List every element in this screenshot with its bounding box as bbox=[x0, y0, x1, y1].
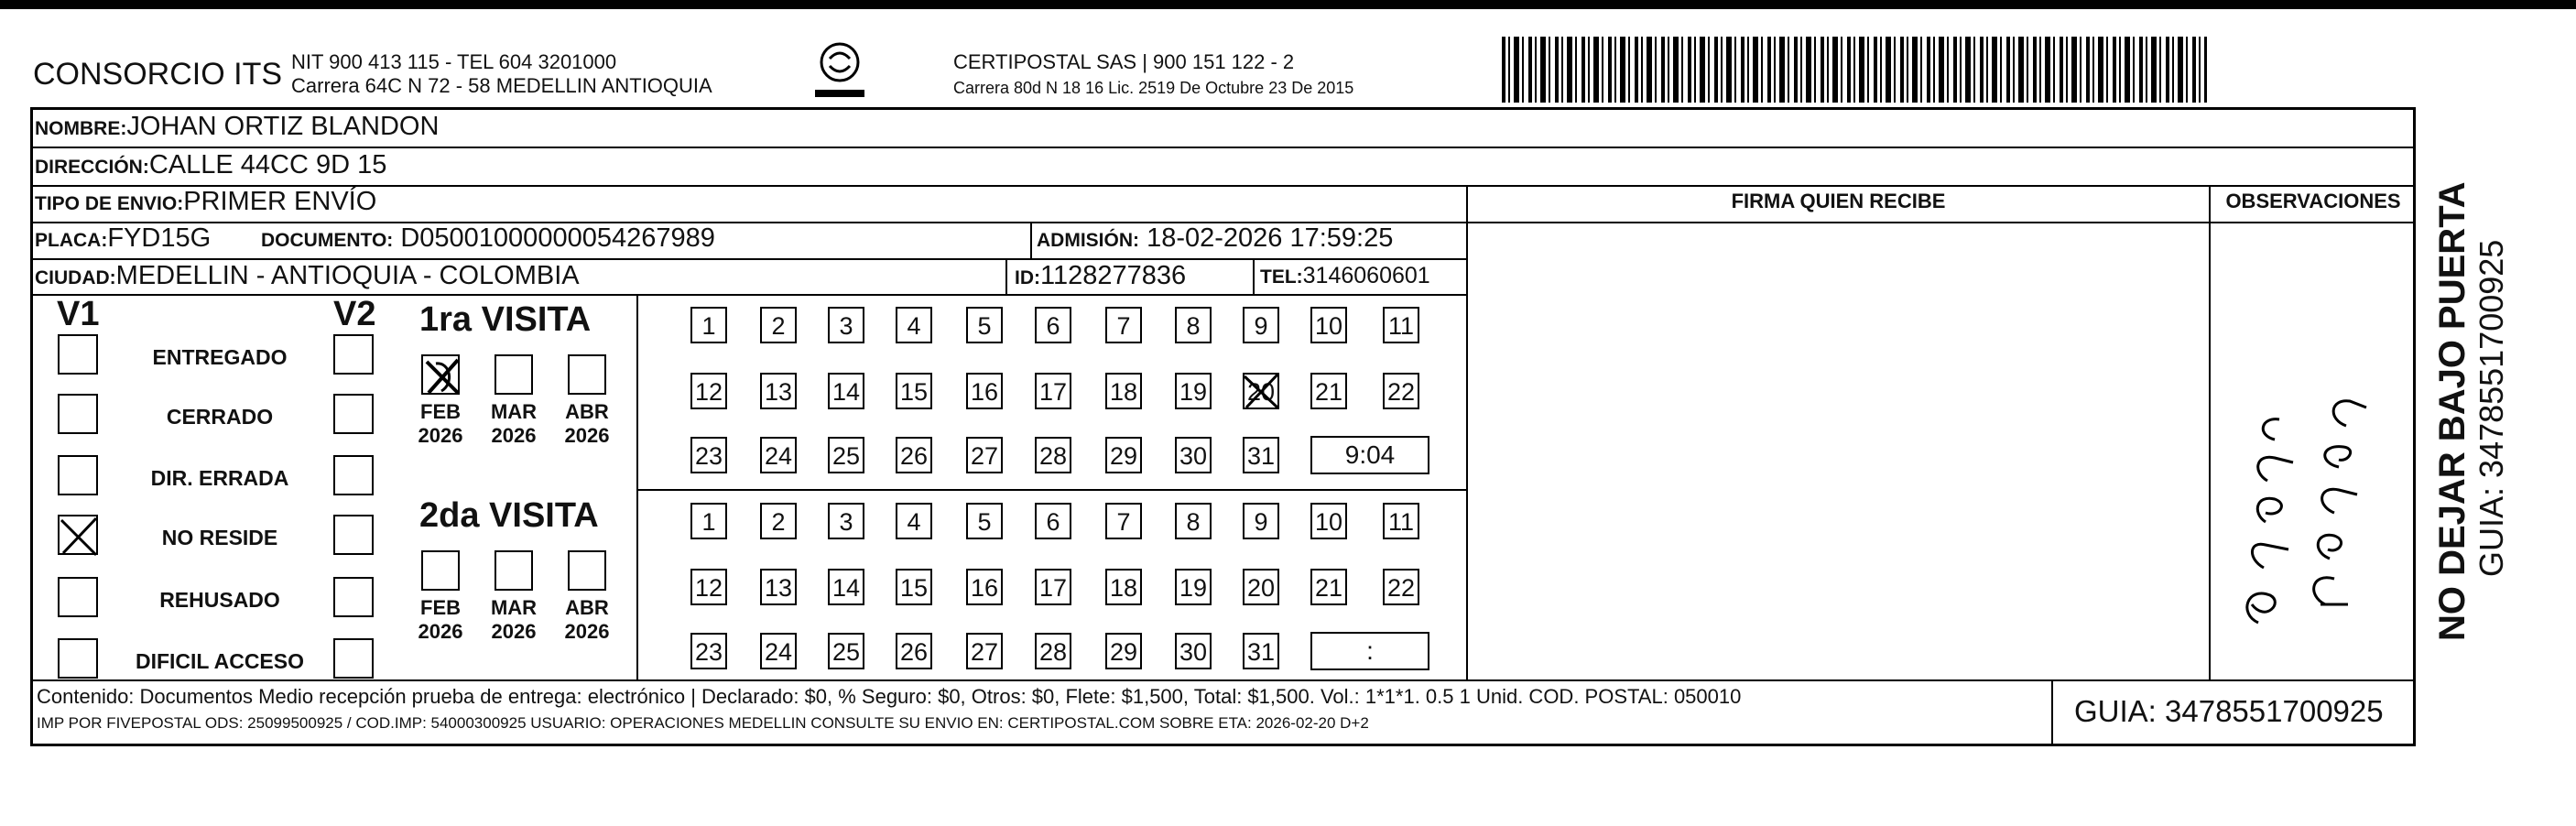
month-checkbox[interactable] bbox=[495, 550, 533, 591]
day-box[interactable]: 6 bbox=[1035, 307, 1071, 343]
handwritten-observation-icon bbox=[2211, 220, 2414, 678]
footer-contenido: Contenido: Documentos Medio recepción prueba de entrega: electrónico | Declarado: $0, % Seguro: $0, Otros: $0, Flete: $1,500, Total: $1,500. Vol.: 1*1*1. 0.5 1 Unid. COD. POSTAL: 050010 bbox=[37, 685, 1742, 708]
nombre-label: NOMBRE: bbox=[35, 118, 127, 139]
day-box[interactable]: 9 bbox=[1243, 307, 1279, 343]
v2-checkbox[interactable] bbox=[333, 455, 374, 495]
check-mark-icon bbox=[423, 356, 462, 397]
month-label bbox=[560, 400, 614, 448]
documento-label: DOCUMENTO: bbox=[261, 230, 394, 251]
day-box[interactable]: 9 bbox=[1243, 503, 1279, 539]
v1-checkbox[interactable] bbox=[58, 394, 98, 434]
day-box[interactable]: 28 bbox=[1035, 633, 1071, 669]
footer-guia: GUIA: 3478551700925 bbox=[2074, 694, 2384, 728]
tel-label: TEL: bbox=[1260, 266, 1303, 288]
v2-checkbox[interactable] bbox=[333, 638, 374, 679]
month-year: 2026 bbox=[491, 620, 537, 643]
nombre-value: JOHAN ORTIZ BLANDON bbox=[126, 112, 440, 141]
placa-label: PLACA: bbox=[35, 230, 108, 251]
documento-row bbox=[261, 223, 715, 254]
tipo-row bbox=[35, 187, 376, 217]
certipostal-info: CERTIPOSTAL SAS | 900 151 122 - 2 bbox=[953, 50, 1295, 73]
day-check-mark-icon bbox=[1243, 373, 1279, 414]
direccion-label: DIRECCIÓN: bbox=[35, 157, 149, 178]
tel-row bbox=[1260, 263, 1430, 289]
firma-header: FIRMA QUIEN RECIBE bbox=[1731, 190, 1946, 212]
day-box[interactable]: 14 bbox=[828, 569, 864, 605]
day-box[interactable]: 8 bbox=[1175, 307, 1212, 343]
id-value: 1128277836 bbox=[1040, 261, 1187, 290]
admision-value: 18-02-2026 17:59:25 bbox=[1147, 223, 1394, 253]
day-box[interactable]: 30 bbox=[1175, 437, 1212, 473]
month-name: ABR bbox=[565, 400, 609, 423]
status-label: ENTREGADO bbox=[152, 345, 288, 369]
day-box[interactable]: 12 bbox=[690, 373, 727, 409]
day-box[interactable]: 12 bbox=[690, 569, 727, 605]
placa-row bbox=[35, 223, 211, 254]
day-box[interactable]: 21 bbox=[1310, 373, 1347, 409]
v1-checkbox[interactable] bbox=[58, 515, 98, 555]
certipostal-address: Carrera 80d N 18 16 Lic. 2519 De Octubre 23 De 2015 bbox=[953, 79, 1354, 97]
signature-area[interactable] bbox=[1468, 220, 2209, 679]
day-box[interactable]: 15 bbox=[896, 569, 932, 605]
day-box[interactable]: 5 bbox=[966, 503, 1003, 539]
v2-checkbox[interactable] bbox=[333, 577, 374, 617]
company-nit-tel: NIT 900 413 115 - TEL 604 3201000 bbox=[291, 50, 617, 73]
month-checkbox[interactable] bbox=[495, 354, 533, 395]
day-box[interactable]: 1 bbox=[690, 307, 727, 343]
day-box[interactable]: 31 bbox=[1243, 437, 1279, 473]
ciudad-label: CIUDAD: bbox=[35, 267, 116, 288]
day-box[interactable]: 23 bbox=[690, 437, 727, 473]
day-box[interactable]: 28 bbox=[1035, 437, 1071, 473]
certipostal-logo bbox=[810, 38, 870, 103]
month-checkbox[interactable] bbox=[568, 354, 606, 395]
direccion-row bbox=[35, 150, 386, 180]
month-label bbox=[560, 596, 614, 644]
side-guia: GUIA: 3478551700925 bbox=[2473, 239, 2510, 577]
day-box[interactable]: 11 bbox=[1383, 307, 1419, 343]
month-name: MAR bbox=[490, 400, 538, 423]
footer-imp: IMP POR FIVEPOSTAL ODS: 25099500925 / COD.IMP: 54000300925 USUARIO: OPERACIONES MEDELLIN CONSULTE SU ENVIO EN: CERTIPOSTAL.COM SOBRE ETA: 2026-02-20 D+2 bbox=[37, 714, 1369, 732]
tipo-label: TIPO DE ENVIO: bbox=[35, 193, 184, 214]
v1-checkbox[interactable] bbox=[58, 334, 98, 375]
month-name: ABR bbox=[565, 596, 609, 619]
month-name: FEB bbox=[420, 596, 461, 619]
day-box[interactable]: 13 bbox=[760, 373, 797, 409]
placa-value: FYD15G bbox=[107, 223, 212, 253]
day-box[interactable]: 3 bbox=[828, 503, 864, 539]
day-box[interactable]: 31 bbox=[1243, 633, 1279, 669]
documento-value: D05001000000054267989 bbox=[400, 223, 715, 253]
month-name: FEB bbox=[420, 400, 461, 423]
v1-checkbox[interactable] bbox=[58, 455, 98, 495]
v2-checkbox[interactable] bbox=[333, 394, 374, 434]
status-label: REHUSADO bbox=[159, 588, 280, 612]
ciudad-row bbox=[35, 261, 580, 291]
month-year: 2026 bbox=[564, 620, 610, 643]
day-box[interactable]: 19 bbox=[1175, 373, 1212, 409]
day-box[interactable]: 14 bbox=[828, 373, 864, 409]
day-box[interactable]: 8 bbox=[1175, 503, 1212, 539]
observaciones-area[interactable] bbox=[2211, 220, 2414, 678]
day-box[interactable]: 11 bbox=[1383, 503, 1419, 539]
day-box[interactable]: 7 bbox=[1105, 307, 1142, 343]
nombre-row bbox=[35, 112, 439, 142]
month-label bbox=[413, 400, 468, 448]
day-box[interactable]: 17 bbox=[1035, 569, 1071, 605]
company-name: CONSORCIO ITS bbox=[33, 57, 283, 92]
day-box[interactable]: 17 bbox=[1035, 373, 1071, 409]
day-box[interactable]: 13 bbox=[760, 569, 797, 605]
day-box[interactable]: 16 bbox=[966, 569, 1003, 605]
month-label bbox=[486, 400, 541, 448]
month-label bbox=[486, 596, 541, 644]
day-box[interactable]: 2 bbox=[760, 503, 797, 539]
id-row bbox=[1015, 261, 1186, 291]
day-box[interactable]: 18 bbox=[1105, 373, 1142, 409]
day-box[interactable]: 23 bbox=[690, 633, 727, 669]
day-box[interactable]: 22 bbox=[1383, 569, 1419, 605]
status-label: NO RESIDE bbox=[161, 526, 278, 549]
day-box[interactable]: 15 bbox=[896, 373, 932, 409]
admision-row bbox=[1037, 223, 1393, 254]
day-box[interactable]: 4 bbox=[896, 307, 932, 343]
ciudad-value: MEDELLIN - ANTIOQUIA - COLOMBIA bbox=[115, 261, 580, 290]
day-box[interactable]: 10 bbox=[1310, 503, 1347, 539]
day-box[interactable]: 2 bbox=[760, 307, 797, 343]
month-checkbox[interactable] bbox=[421, 354, 460, 395]
tipo-value: PRIMER ENVÍO bbox=[183, 187, 377, 216]
month-year: 2026 bbox=[418, 424, 463, 447]
first-visit-title: 1ra VISITA bbox=[419, 300, 592, 339]
second-visit-title: 2da VISITA bbox=[419, 496, 599, 535]
day-box[interactable]: 30 bbox=[1175, 633, 1212, 669]
status-label: DIFICIL ACCESO bbox=[135, 649, 304, 673]
day-box[interactable]: 26 bbox=[896, 437, 932, 473]
v1-header: V1 bbox=[57, 295, 100, 333]
company-address: Carrera 64C N 72 - 58 MEDELLIN ANTIOQUIA bbox=[291, 74, 712, 97]
v1-checkbox[interactable] bbox=[58, 577, 98, 617]
day-box[interactable]: 10 bbox=[1310, 307, 1347, 343]
barcode bbox=[1502, 37, 2207, 103]
day-box[interactable]: 22 bbox=[1383, 373, 1419, 409]
month-label bbox=[413, 596, 468, 644]
day-box[interactable]: 24 bbox=[760, 633, 797, 669]
observaciones-header: OBSERVACIONES bbox=[2225, 190, 2401, 212]
day-box[interactable]: 29 bbox=[1105, 437, 1142, 473]
month-year: 2026 bbox=[491, 424, 537, 447]
month-year: 2026 bbox=[418, 620, 463, 643]
day-box[interactable]: 27 bbox=[966, 437, 1003, 473]
month-checkbox[interactable] bbox=[568, 550, 606, 591]
direccion-value: CALLE 44CC 9D 15 bbox=[148, 150, 387, 179]
month-name: MAR bbox=[490, 596, 538, 619]
v2-header: V2 bbox=[333, 295, 376, 333]
day-box[interactable]: 20 bbox=[1243, 569, 1279, 605]
v2-checkbox[interactable] bbox=[333, 334, 374, 375]
day-box[interactable]: 25 bbox=[828, 437, 864, 473]
day-box[interactable]: 7 bbox=[1105, 503, 1142, 539]
v1-checkbox[interactable] bbox=[58, 638, 98, 679]
day-box[interactable]: 24 bbox=[760, 437, 797, 473]
day-box[interactable]: 16 bbox=[966, 373, 1003, 409]
day-box[interactable]: 21 bbox=[1310, 569, 1347, 605]
month-year: 2026 bbox=[564, 424, 610, 447]
day-box[interactable]: 4 bbox=[896, 503, 932, 539]
id-label: ID: bbox=[1015, 267, 1040, 288]
visit-time-box[interactable]: : bbox=[1310, 632, 1429, 670]
day-box[interactable]: 27 bbox=[966, 633, 1003, 669]
day-box[interactable]: 1 bbox=[690, 503, 727, 539]
day-box[interactable]: 29 bbox=[1105, 633, 1142, 669]
status-label: DIR. ERRADA bbox=[150, 466, 289, 490]
v2-checkbox[interactable] bbox=[333, 515, 374, 555]
status-label: CERRADO bbox=[166, 405, 274, 429]
day-box[interactable]: 3 bbox=[828, 307, 864, 343]
check-mark-icon bbox=[60, 516, 100, 557]
visit-time-box[interactable]: 9:04 bbox=[1310, 436, 1429, 474]
day-box[interactable]: 5 bbox=[966, 307, 1003, 343]
day-box[interactable]: 19 bbox=[1175, 569, 1212, 605]
day-box[interactable]: 18 bbox=[1105, 569, 1142, 605]
day-box[interactable]: 25 bbox=[828, 633, 864, 669]
tel-value: 3146060601 bbox=[1302, 263, 1430, 288]
day-box[interactable]: 6 bbox=[1035, 503, 1071, 539]
day-box[interactable]: 26 bbox=[896, 633, 932, 669]
side-warning: NO DEJAR BAJO PUERTA bbox=[2432, 181, 2473, 641]
day-box[interactable]: 20 bbox=[1243, 373, 1279, 409]
top-border bbox=[0, 0, 2576, 9]
month-checkbox[interactable] bbox=[421, 550, 460, 591]
admision-label: ADMISIÓN: bbox=[1037, 230, 1139, 251]
